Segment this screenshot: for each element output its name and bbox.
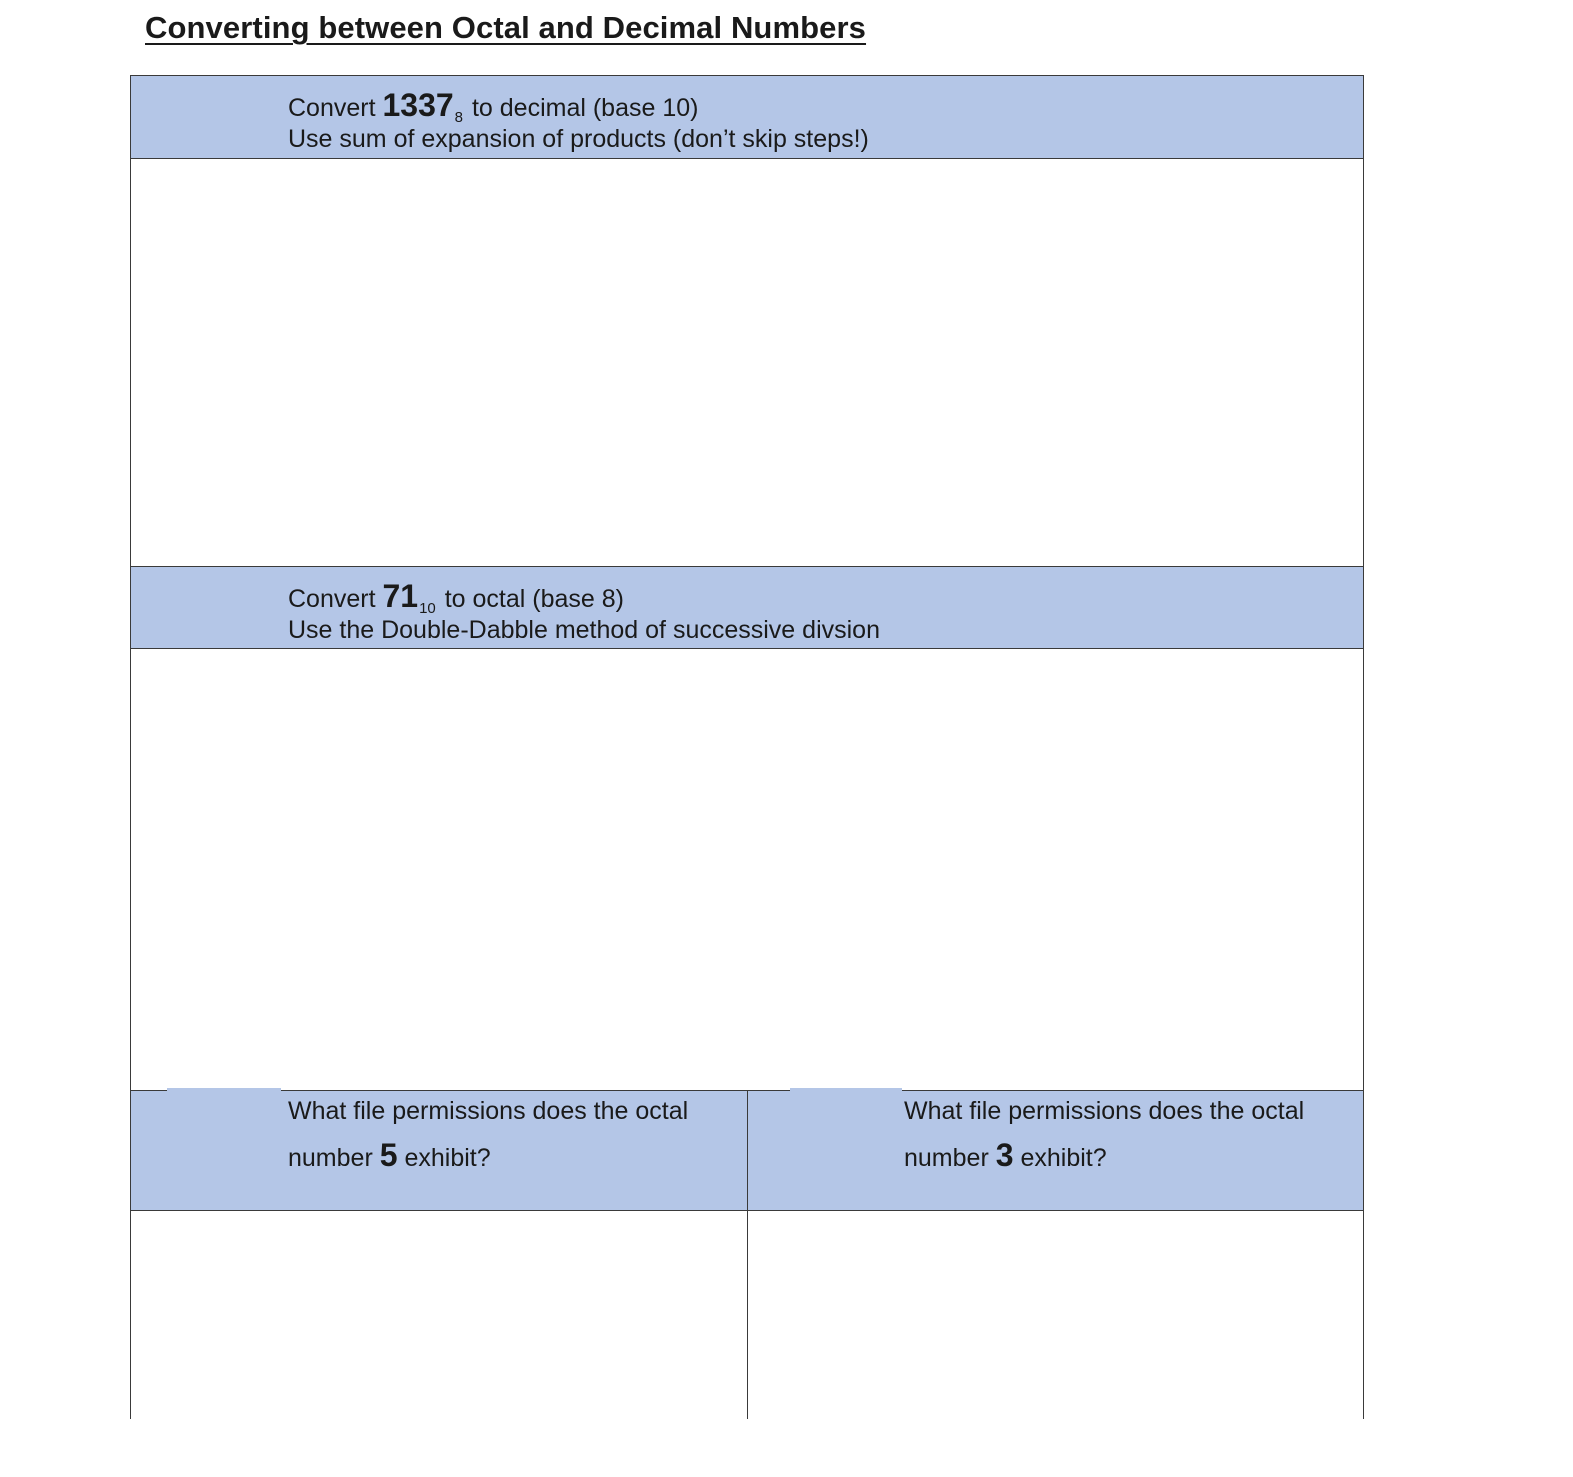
section2-instruction: Use the Double-Dabble method of successive divsion <box>288 616 880 644</box>
section1-suffix: to decimal (base 10) <box>465 94 699 122</box>
section2-header <box>131 566 1363 649</box>
section2-prompt <box>288 580 624 616</box>
question-left-answer-area[interactable] <box>131 1211 747 1419</box>
section1-prompt <box>288 89 698 125</box>
question-right-header <box>748 1091 1363 1211</box>
question-left-line1: What file permissions does the octal <box>288 1097 689 1125</box>
section1-instruction: Use sum of expansion of products (don’t skip steps!) <box>288 125 869 153</box>
page-title: Converting between Octal and Decimal Numbers <box>145 10 867 45</box>
section1-number: 1337 <box>382 87 454 123</box>
question-left-number: 5 <box>379 1137 398 1173</box>
section2-prefix: Convert <box>288 585 383 613</box>
question-right-line1: What file permissions does the octal <box>904 1097 1305 1125</box>
question-right-line2 <box>904 1139 1107 1171</box>
question-left-header <box>131 1091 747 1211</box>
section1-prefix: Convert <box>288 94 383 122</box>
question-left-line2 <box>288 1139 491 1171</box>
section2-number: 71 <box>382 578 419 614</box>
question-right-suffix: exhibit? <box>1013 1144 1107 1172</box>
section2-answer-area[interactable] <box>131 649 1363 1090</box>
section1-base-subscript: 8 <box>454 109 464 126</box>
section2-base-subscript: 10 <box>419 600 436 617</box>
question-right-number: 3 <box>995 1137 1014 1173</box>
permissions-row <box>131 1090 1363 1419</box>
question-right-prefix: number <box>904 1144 996 1172</box>
worksheet-table <box>130 75 1364 1419</box>
question-right-cell <box>748 1091 1363 1419</box>
section2-suffix: to octal (base 8) <box>437 585 624 613</box>
question-left-cell <box>131 1091 748 1419</box>
section1-answer-area[interactable] <box>131 159 1363 566</box>
section1-header <box>131 76 1363 159</box>
question-left-suffix: exhibit? <box>397 1144 491 1172</box>
question-left-prefix: number <box>288 1144 380 1172</box>
question-right-answer-area[interactable] <box>748 1211 1363 1419</box>
